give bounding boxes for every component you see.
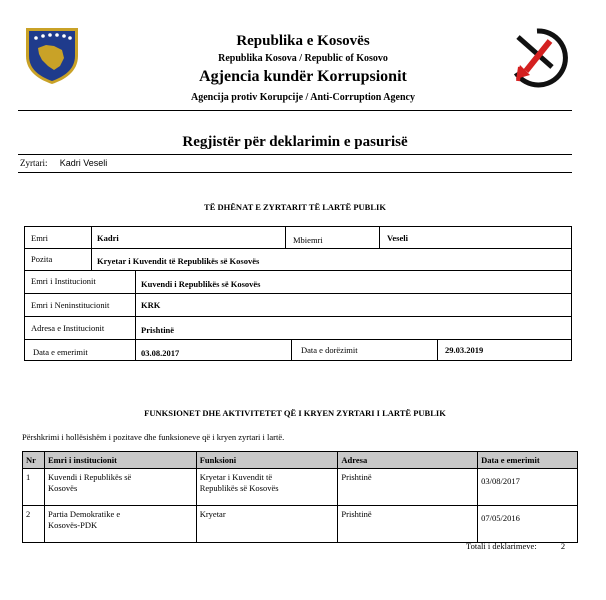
cell-data: 07/05/2016 — [478, 506, 578, 543]
header-divider — [18, 110, 572, 111]
official-name: Kadri Veseli — [59, 158, 108, 168]
anti-corruption-agency-logo-icon — [506, 27, 568, 91]
section1-title: TË DHËNAT E ZYRTARIT TË LARTË PUBLIK — [204, 202, 386, 212]
info-col-divider — [91, 248, 92, 270]
cell-nr: 2 — [23, 506, 45, 543]
cell-institucioni-line1: Partia Demokratike e — [47, 509, 121, 519]
kosovo-coat-of-arms-icon — [24, 26, 80, 86]
cell-institucioni-line2: Kosovës — [47, 483, 78, 493]
info-col-divider — [135, 270, 136, 339]
document-title: Regjistër për deklarimin e pasurisë — [182, 134, 408, 150]
cell-nr: 1 — [23, 469, 45, 506]
cell-institucioni — [44, 469, 196, 506]
official-info-box — [24, 226, 572, 361]
col-institucioni: Emri i institucionit — [44, 452, 196, 469]
title-divider — [18, 154, 572, 155]
cell-institucioni-line1: Kuvendi i Republikës së — [47, 472, 132, 482]
official-label: Zyrtari: — [20, 158, 48, 168]
pozita-label: Pozita — [31, 254, 53, 264]
table-row — [23, 506, 578, 543]
info-col-divider — [291, 339, 292, 361]
mbiemri-label: Mbiemri — [293, 235, 323, 245]
totals-label: Totali i deklarimeve: — [466, 541, 537, 551]
header-republic-subtitle: Republika Kosova / Republic of Kosovo — [218, 53, 388, 64]
cell-adresa: Prishtinë — [338, 506, 478, 543]
dorezimi-value: 29.03.2019 — [445, 345, 484, 355]
col-adresa: Adresa — [338, 452, 478, 469]
header-republic-title: Republika e Kosovës — [236, 33, 370, 49]
info-row-divider — [25, 293, 571, 294]
institucioni-value: Kuvendi i Republikës së Kosovës — [141, 279, 261, 289]
emerimi-label: Data e emerimit — [33, 347, 88, 357]
info-col-divider — [379, 227, 380, 248]
adresa-label: Adresa e Institucionit — [31, 323, 105, 333]
mbiemri-value: Veseli — [387, 233, 408, 243]
col-data: Data e emerimit — [478, 452, 578, 469]
info-row-divider — [25, 248, 571, 249]
col-funksioni: Funksioni — [196, 452, 338, 469]
pozita-value: Kryetar i Kuvendit të Republikës së Kosovës — [97, 256, 260, 266]
header-agency-subtitle: Agencija protiv Korupcije / Anti-Corruption Agency — [191, 92, 415, 103]
table-row — [23, 469, 578, 506]
emerimi-value: 03.08.2017 — [141, 348, 180, 358]
official-line — [20, 158, 107, 168]
cell-adresa: Prishtinë — [338, 469, 478, 506]
cell-data: 03/08/2017 — [478, 469, 578, 506]
info-row-divider — [25, 316, 571, 317]
neninstitucioni-value: KRK — [141, 300, 161, 310]
section2-title: FUNKSIONET DHE AKTIVITETET QË I KRYEN ZYRTARI I LARTË PUBLIK — [144, 408, 446, 418]
cell-institucioni-line2: Kosovës-PDK — [47, 520, 98, 530]
functions-table — [22, 451, 578, 543]
official-divider — [18, 172, 572, 173]
functions-table-header — [23, 452, 578, 469]
dorezimi-label: Data e dorëzimit — [301, 345, 358, 355]
adresa-value: Prishtinë — [141, 325, 175, 335]
info-col-divider — [135, 339, 136, 361]
cell-institucioni — [44, 506, 196, 543]
cell-funksioni-line1: Kryetar — [199, 509, 226, 519]
info-row-divider — [25, 270, 571, 271]
neninstitucioni-label: Emri i Neninstitucionit — [31, 300, 110, 310]
info-col-divider — [285, 227, 286, 248]
cell-funksioni — [196, 506, 338, 543]
institucioni-label: Emri i Institucionit — [31, 276, 96, 286]
header-agency-title: Agjencia kundër Korrupsionit — [199, 68, 407, 85]
section2-description: Përshkrimi i hollësishëm i pozitave dhe funksioneve që i kryen zyrtari i lartë. — [22, 432, 285, 442]
emri-value: Kadri — [97, 233, 119, 243]
emri-label: Emri — [31, 233, 48, 243]
cell-funksioni-line2: Republikës së Kosovës — [199, 483, 279, 493]
totals-value: 2 — [560, 541, 566, 551]
cell-funksioni — [196, 469, 338, 506]
totals-line — [466, 541, 565, 551]
col-nr: Nr — [23, 452, 45, 469]
info-row-divider — [25, 339, 571, 340]
info-col-divider — [437, 339, 438, 361]
info-col-divider — [91, 227, 92, 248]
cell-funksioni-line1: Kryetar i Kuvendit të — [199, 472, 273, 482]
